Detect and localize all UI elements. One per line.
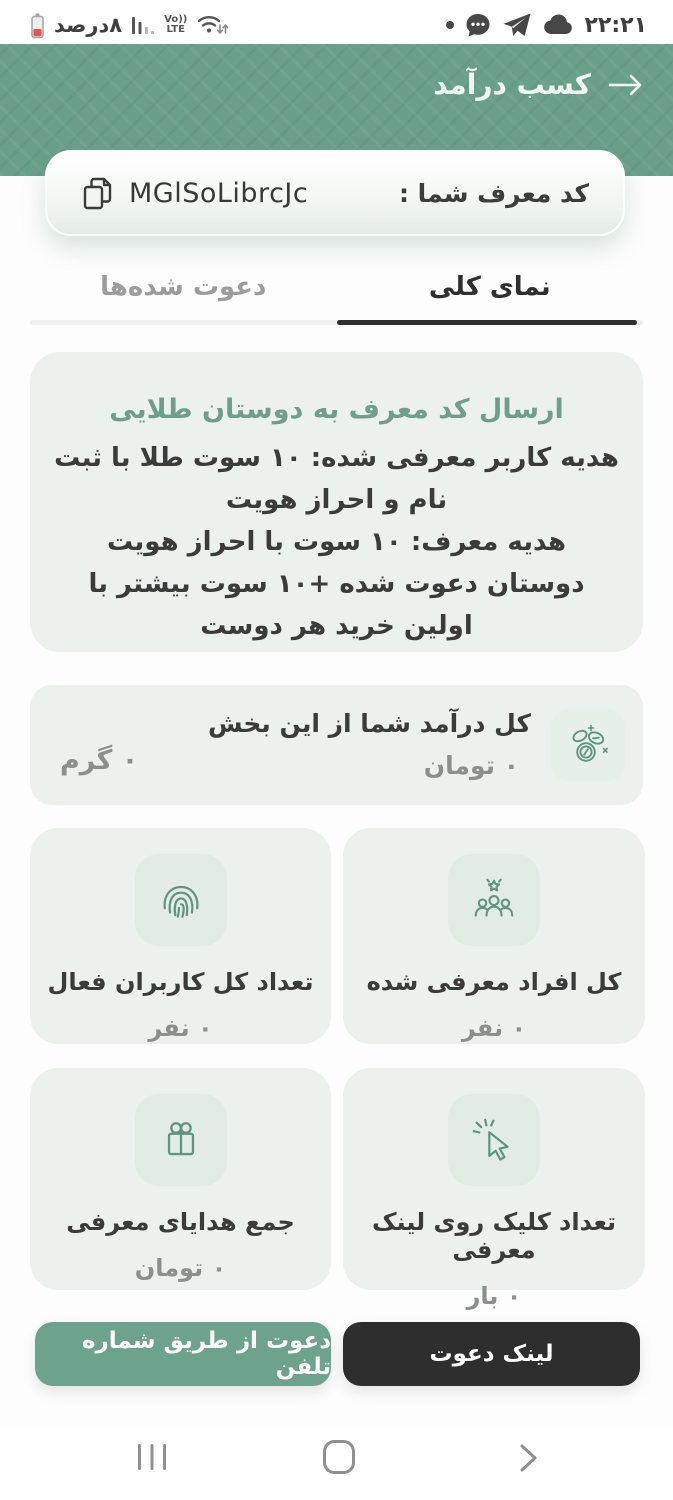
signal-icon <box>131 14 155 36</box>
telegram-icon <box>502 12 532 38</box>
tab-active-indicator <box>337 320 637 325</box>
stat-value: ۰ بار <box>466 1282 522 1310</box>
wifi-icon <box>196 12 228 38</box>
volte-icon: Vo)) LTE <box>164 14 188 35</box>
page-title: کسب درآمد <box>433 68 591 101</box>
recent-apps-icon[interactable] <box>136 1443 168 1471</box>
income-label: کل درآمد شما از این بخش <box>208 709 531 738</box>
income-icon-tile <box>551 708 625 782</box>
stat-label: تعداد کل کاربران فعال <box>47 968 314 996</box>
stat-label: تعداد کلیک روی لینک معرفی <box>371 1208 617 1264</box>
stat-icon-tile <box>135 1094 227 1186</box>
income-toman-value: ۰ تومان <box>423 751 519 780</box>
gift-icon <box>156 1115 206 1165</box>
chat-icon <box>464 12 492 39</box>
notification-dot-icon <box>446 21 454 29</box>
stat-card-active-users <box>30 828 331 1044</box>
referral-promo-card <box>30 352 643 652</box>
status-right-cluster <box>446 12 647 39</box>
cursor-click-icon <box>469 1115 519 1165</box>
stat-value: ۰ نفر <box>148 1014 213 1042</box>
income-summary-card <box>30 685 643 805</box>
tab-overview[interactable]: نمای کلی <box>428 272 551 302</box>
stat-label: جمع هدایای معرفی <box>66 1208 295 1236</box>
battery-percent-label: ۸درصد <box>54 13 123 37</box>
referral-code-label: کد معرف شما : <box>398 178 589 208</box>
back-arrow-icon[interactable] <box>607 71 645 99</box>
battery-icon <box>30 12 45 39</box>
people-star-icon <box>469 875 519 925</box>
status-left-cluster <box>30 12 228 39</box>
promo-line-referrer-gift: هدیه معرف: ۱۰ سوت با احراز هویت دوستان دعوت شده +۱۰ سوت بیشتر با اولین خرید هر دوست <box>88 527 585 641</box>
stat-card-referral-gifts <box>30 1068 331 1290</box>
stat-card-referred-people <box>343 828 645 1044</box>
invite-by-phone-button[interactable]: دعوت از طریق شماره تلفن <box>35 1322 331 1386</box>
stat-label: کل افراد معرفی شده <box>366 968 622 996</box>
stat-icon-tile <box>448 1094 540 1186</box>
referral-code-copy[interactable] <box>81 175 308 211</box>
status-bar <box>0 0 673 44</box>
coins-icon <box>565 722 611 768</box>
cloud-icon <box>542 13 574 37</box>
back-nav-icon[interactable] <box>518 1443 540 1473</box>
stat-icon-tile <box>135 854 227 946</box>
income-gram-value: ۰ گرم <box>60 745 139 776</box>
stat-value: ۰ تومان <box>134 1254 227 1282</box>
promo-title: ارسال کد معرف به دوستان طلایی <box>109 394 564 425</box>
tab-bar <box>30 256 643 318</box>
home-icon[interactable] <box>321 1439 357 1475</box>
referral-code-card <box>45 150 625 236</box>
stat-card-link-clicks <box>343 1068 645 1310</box>
invite-link-button[interactable]: لینک دعوت <box>343 1322 640 1386</box>
stat-value: ۰ نفر <box>461 1014 527 1042</box>
promo-line-referred-gift: هدیه کاربر معرفی شده: ۱۰ سوت طلا با ثبت نام و احراز هویت <box>54 443 619 515</box>
referral-code-value: MGlSoLibrcJc <box>129 177 309 209</box>
copy-icon[interactable] <box>81 175 115 211</box>
fingerprint-icon <box>156 875 206 925</box>
stat-icon-tile <box>448 854 540 946</box>
tab-invited[interactable]: دعوت شده‌ها <box>100 272 267 302</box>
clock-label: ۲۲:۲۱ <box>584 12 647 38</box>
